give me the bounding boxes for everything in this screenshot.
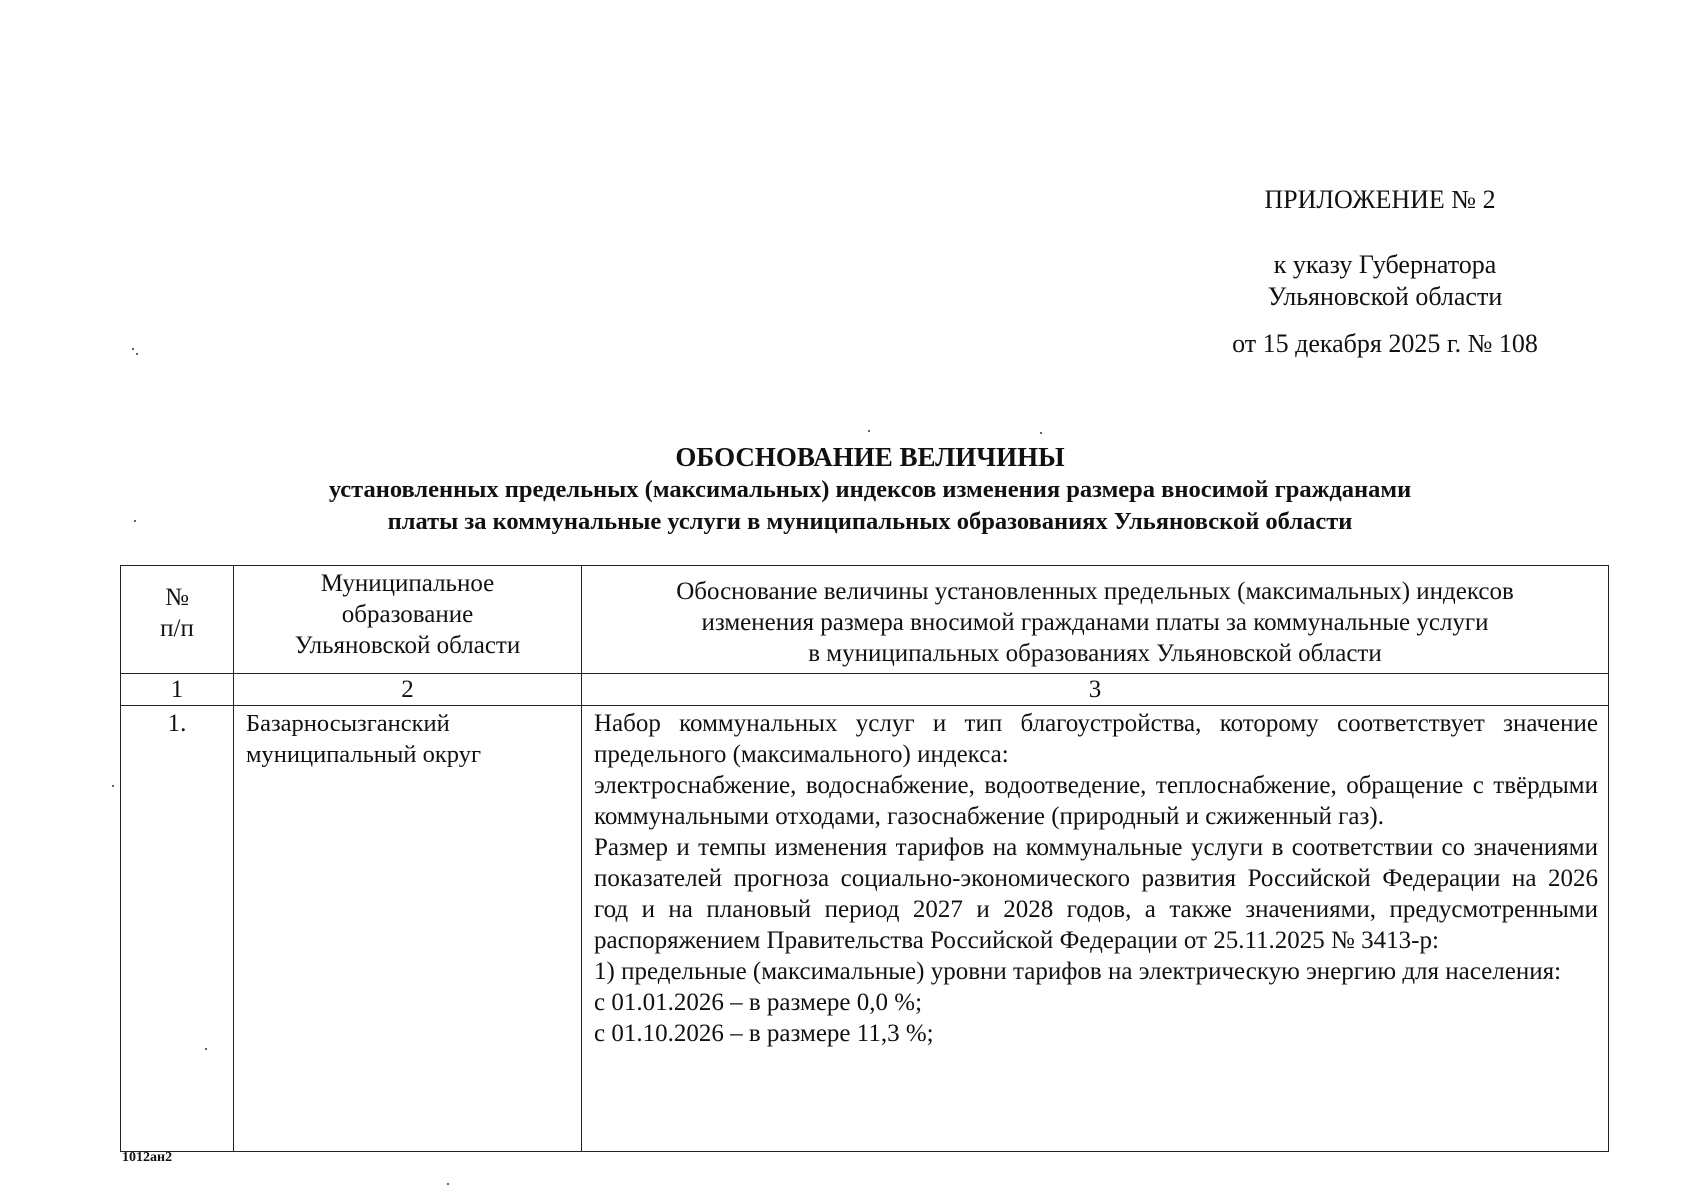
row-municipality (234, 706, 582, 1152)
scan-speck (1040, 432, 1042, 434)
header-number (121, 566, 234, 674)
document-heading (120, 440, 1620, 538)
header-number-line1: № (165, 584, 189, 611)
municipality-line2: муниципальный округ (246, 741, 481, 768)
header-municipality-line2: образование (341, 601, 474, 628)
justification-paragraph: Размер и темпы изменения тарифов на коммунальные услуги в соответствии со значениями показателей прогноза социально-экономического развития Российской Федерации на 2026 год и на плановый период 2027 и 2028 годов, а также значениями, предусмотренными распоряжением Правительства Российской Федерации от 25.11.2025 № 3413-р: (594, 834, 1598, 954)
appendix-decree-line1: к указу Губернатора (1273, 250, 1497, 279)
column-number-3: 3 (582, 674, 1609, 706)
appendix-decree (1235, 249, 1535, 313)
scan-speck (112, 785, 114, 787)
row-number: 1. (121, 706, 234, 1152)
scan-speck (132, 348, 134, 350)
column-number-1: 1 (121, 674, 234, 706)
header-municipality-line3: Ульяновской области (294, 632, 521, 659)
appendix-decree-line2: Ульяновской области (1267, 282, 1503, 311)
table-row (121, 706, 1609, 1152)
table-header-row (121, 566, 1609, 674)
justification-paragraph: с 01.01.2026 – в размере 0,0 %; (594, 989, 923, 1016)
justification-paragraph: с 01.10.2026 – в размере 11,3 %; (594, 1020, 934, 1047)
scan-speck (205, 1048, 207, 1050)
header-municipality-line1: Муниципальное (320, 570, 495, 597)
document-code: 1012ан2 (122, 1150, 173, 1165)
justification-paragraph: 1) предельные (максимальные) уровни тарифов на электрическую энергию для населения: (594, 958, 1562, 985)
heading-sub-line2: платы за коммунальные услуги в муниципальных образованиях Ульяновской области (387, 508, 1353, 535)
header-justification-line2: изменения размера вносимой гражданами платы за коммунальные услуги (701, 609, 1489, 636)
justification-paragraph: Набор коммунальных услуг и тип благоустройства, которому соответствует значение предельного (максимального) индекса: (594, 710, 1598, 768)
header-justification-line1: Обоснование величины установленных предельных (максимальных) индексов (676, 578, 1514, 605)
header-justification (582, 566, 1609, 674)
scan-speck (136, 353, 138, 355)
justification-table (120, 565, 1609, 1152)
row-justification (582, 706, 1609, 1152)
heading-main: ОБОСНОВАНИЕ ВЕЛИЧИНЫ (675, 442, 1065, 472)
scan-speck (868, 430, 870, 432)
heading-sub-line1: установленных предельных (максимальных) индексов изменения размера вносимой гражданами (328, 476, 1412, 503)
municipality-line1: Базарносызганский (246, 710, 450, 737)
appendix-date: от 15 декабря 2025 г. № 108 (1232, 329, 1538, 358)
justification-paragraph: электроснабжение, водоснабжение, водоотведение, теплоснабжение, обращение с твёрдыми коммунальными отходами, газоснабжение (природный и сжиженный газ). (594, 772, 1598, 830)
scan-speck (134, 520, 136, 522)
appendix-title: ПРИЛОЖЕНИЕ № 2 (1264, 185, 1496, 214)
column-number-2: 2 (234, 674, 582, 706)
header-justification-line3: в муниципальных образованиях Ульяновской области (808, 640, 1382, 667)
column-number-row (121, 674, 1609, 706)
header-municipality (234, 566, 582, 674)
header-number-line2: п/п (160, 615, 194, 642)
scan-speck (447, 1183, 449, 1185)
